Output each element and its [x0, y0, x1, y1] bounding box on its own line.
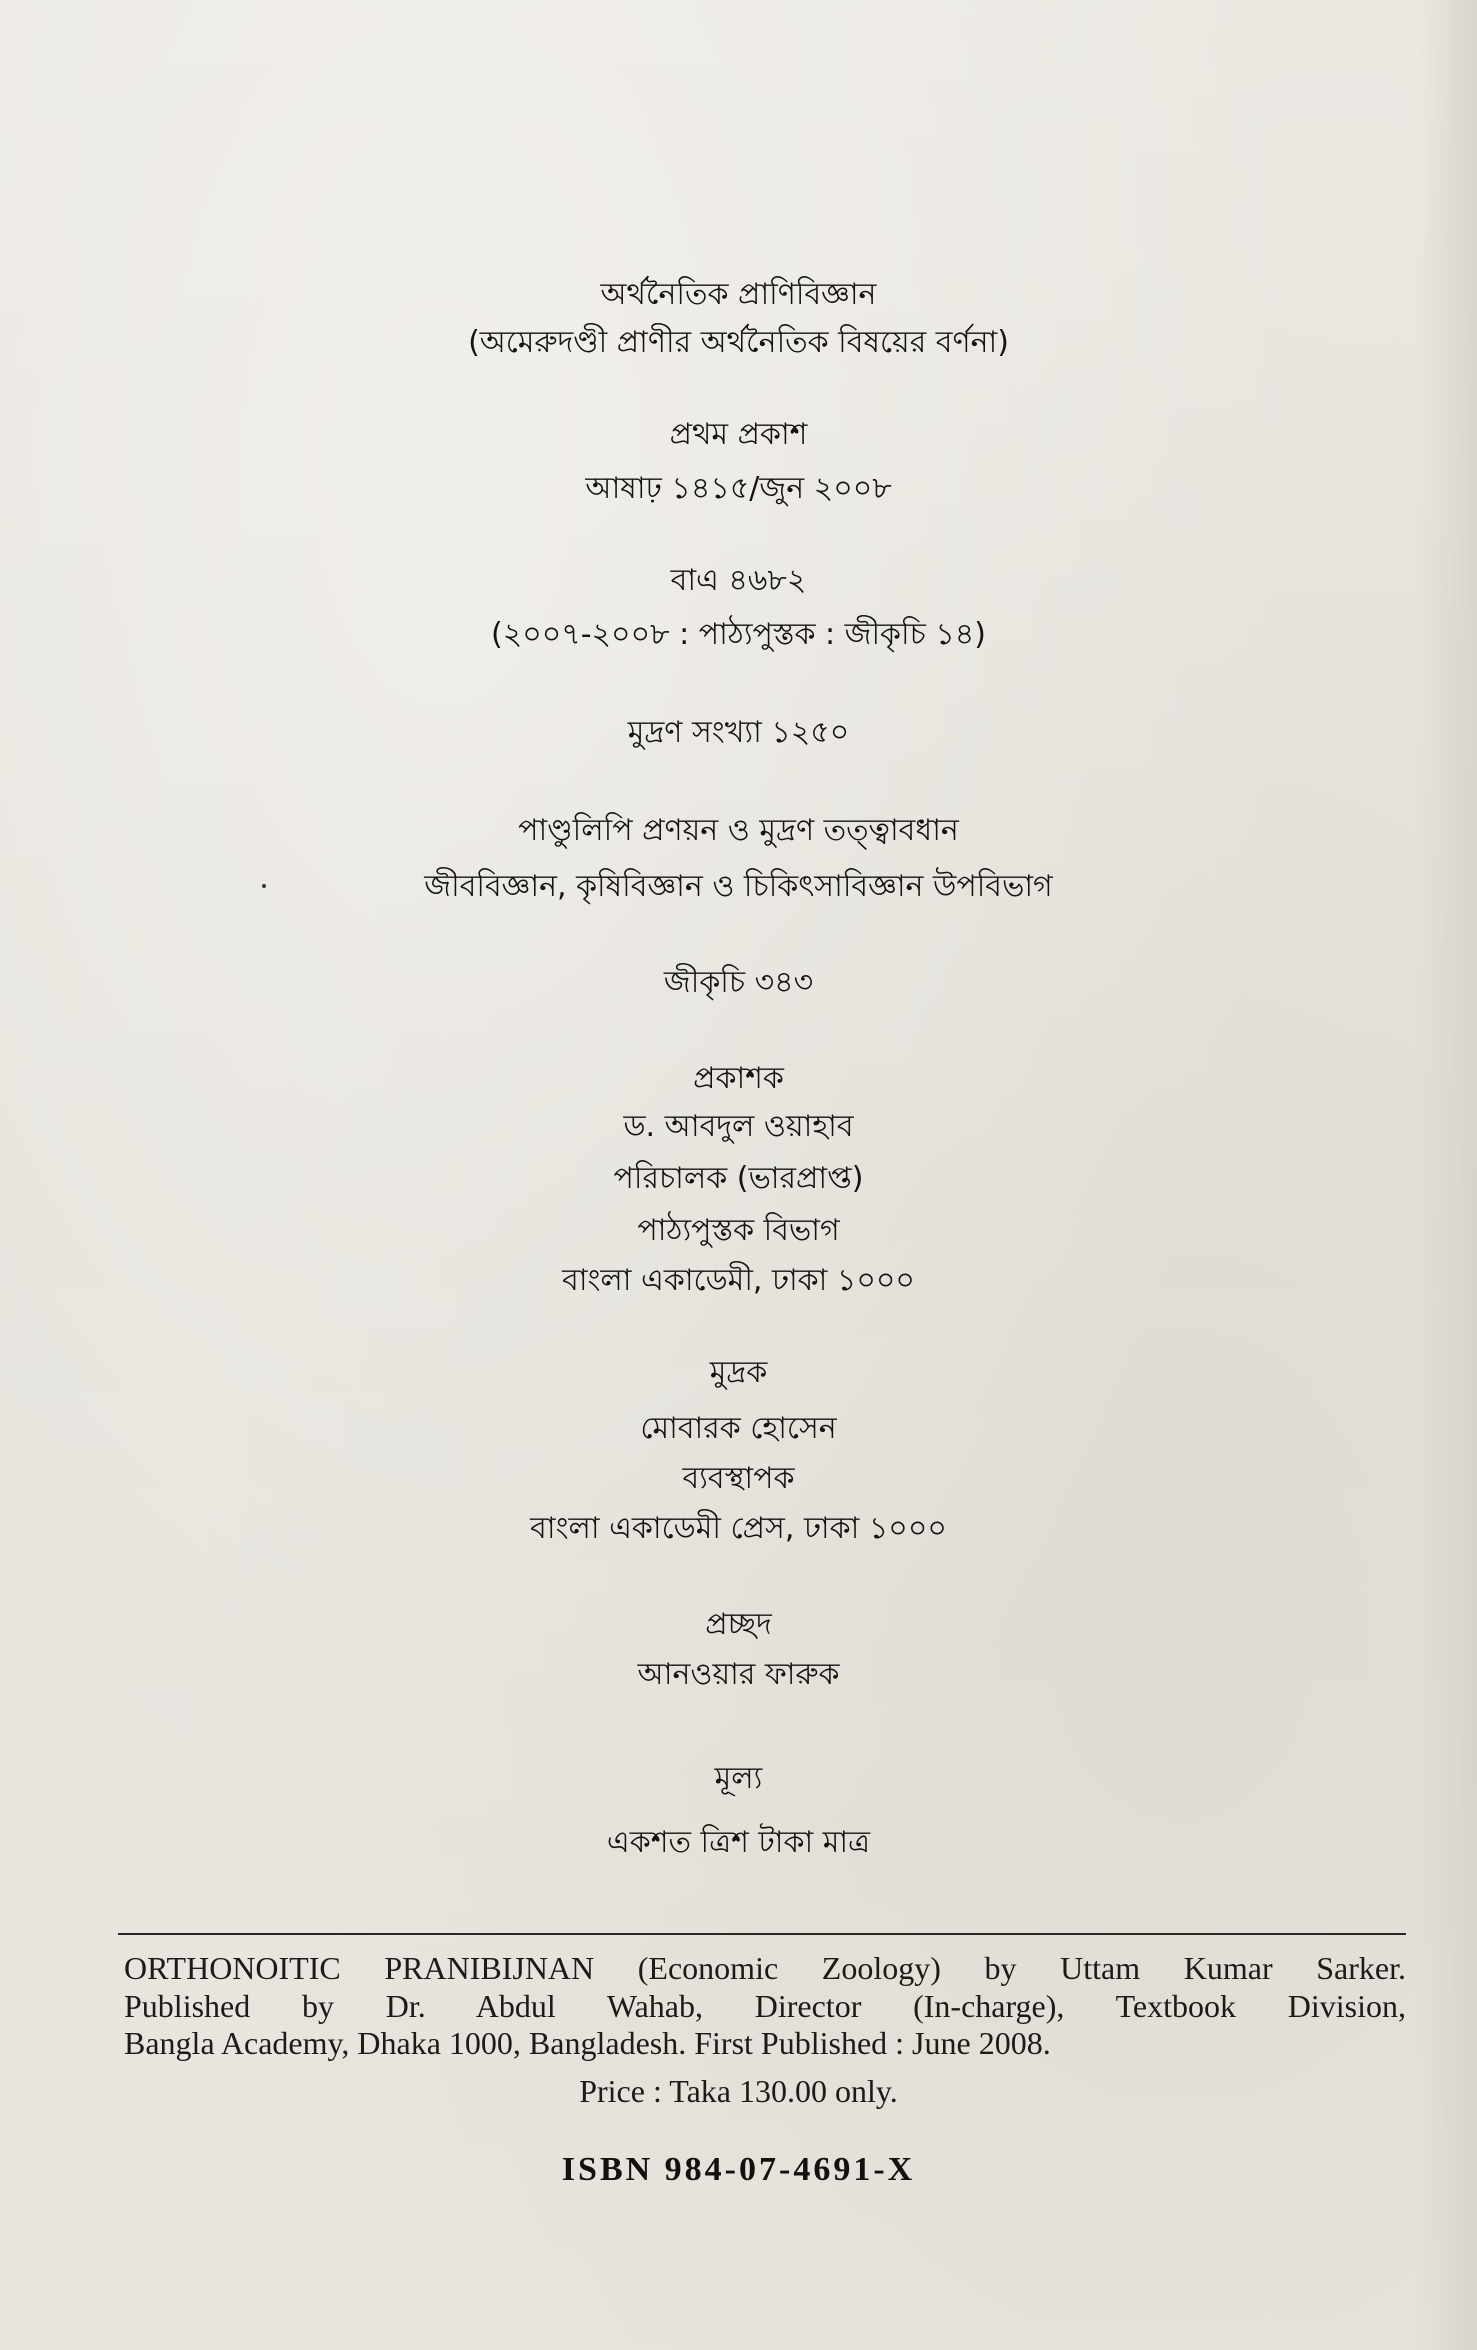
publisher-org: বাংলা একাডেমী, ঢাকা ১০০০	[562, 1263, 915, 1298]
english-line-3: Bangla Academy, Dhaka 1000, Bangladesh. First Published : June 2008.	[124, 2025, 1051, 2061]
price-english: Price : Taka 130.00 only.	[579, 2073, 898, 2109]
cover-label: প্রচ্ছদ	[705, 1607, 772, 1642]
price-text-bn: একশত ত্রিশ টাকা মাত্র	[606, 1825, 871, 1860]
first-edition-label: প্রথম প্রকাশ	[669, 417, 808, 452]
subdivision-code: জীকৃচি ৩৪৩	[663, 965, 814, 1000]
cover-artist: আনওয়ার ফারুক	[637, 1657, 840, 1692]
ink-speck	[262, 884, 266, 888]
printer-label: মুদ্রক	[709, 1355, 768, 1390]
book-title: অর্থনৈতিক প্রাণিবিজ্ঞান	[600, 277, 877, 312]
printer-org: বাংলা একাডেমী প্রেস, ঢাকা ১০০০	[530, 1511, 947, 1546]
subdivision: জীববিজ্ঞান, কৃষিবিজ্ঞান ও চিকিৎসাবিজ্ঞান উপবিভাগ	[424, 869, 1053, 904]
printer-title: ব্যবস্থাপক	[682, 1461, 795, 1496]
publisher-title: পরিচালক (ভারপ্রাপ্ত)	[613, 1161, 864, 1196]
textbook-code: (২০০৭-২০০৮ : পাঠ্যপুস্তক : জীকৃচি ১৪)	[491, 617, 986, 652]
manuscript-supervision: পাণ্ডুলিপি প্রণয়ন ও মুদ্রণ তত্ত্বাবধান	[518, 813, 959, 848]
ba-e-number: বাএ ৪৬৮২	[670, 563, 807, 598]
price-label-bn: মূল্য	[714, 1761, 763, 1796]
english-line-1: ORTHONOITIC PRANIBIJNAN (Economic Zoology) by Uttam Kumar Sarker.	[124, 1950, 1406, 1986]
isbn: ISBN 984-07-4691-X	[561, 2151, 916, 2188]
book-subtitle: (অমেরুদণ্ডী প্রাণীর অর্থনৈতিক বিষয়ের বর্ণনা)	[468, 325, 1009, 360]
publisher-dept: পাঠ্যপুস্তক বিভাগ	[637, 1213, 840, 1248]
printer-name: মোবারক হোসেন	[640, 1411, 837, 1446]
publisher-name: ড. আবদুল ওয়াহাব	[623, 1109, 854, 1144]
english-line-2: Published by Dr. Abdul Wahab, Director (In-charge), Textbook Division,	[124, 1988, 1406, 2024]
print-run: মুদ্রণ সংখ্যা ১২৫০	[627, 715, 850, 750]
divider-rule	[118, 1933, 1406, 1935]
first-edition-date: আষাঢ় ১৪১৫/জুন ২০০৮	[585, 471, 892, 506]
publisher-label: প্রকাশক	[693, 1061, 784, 1096]
